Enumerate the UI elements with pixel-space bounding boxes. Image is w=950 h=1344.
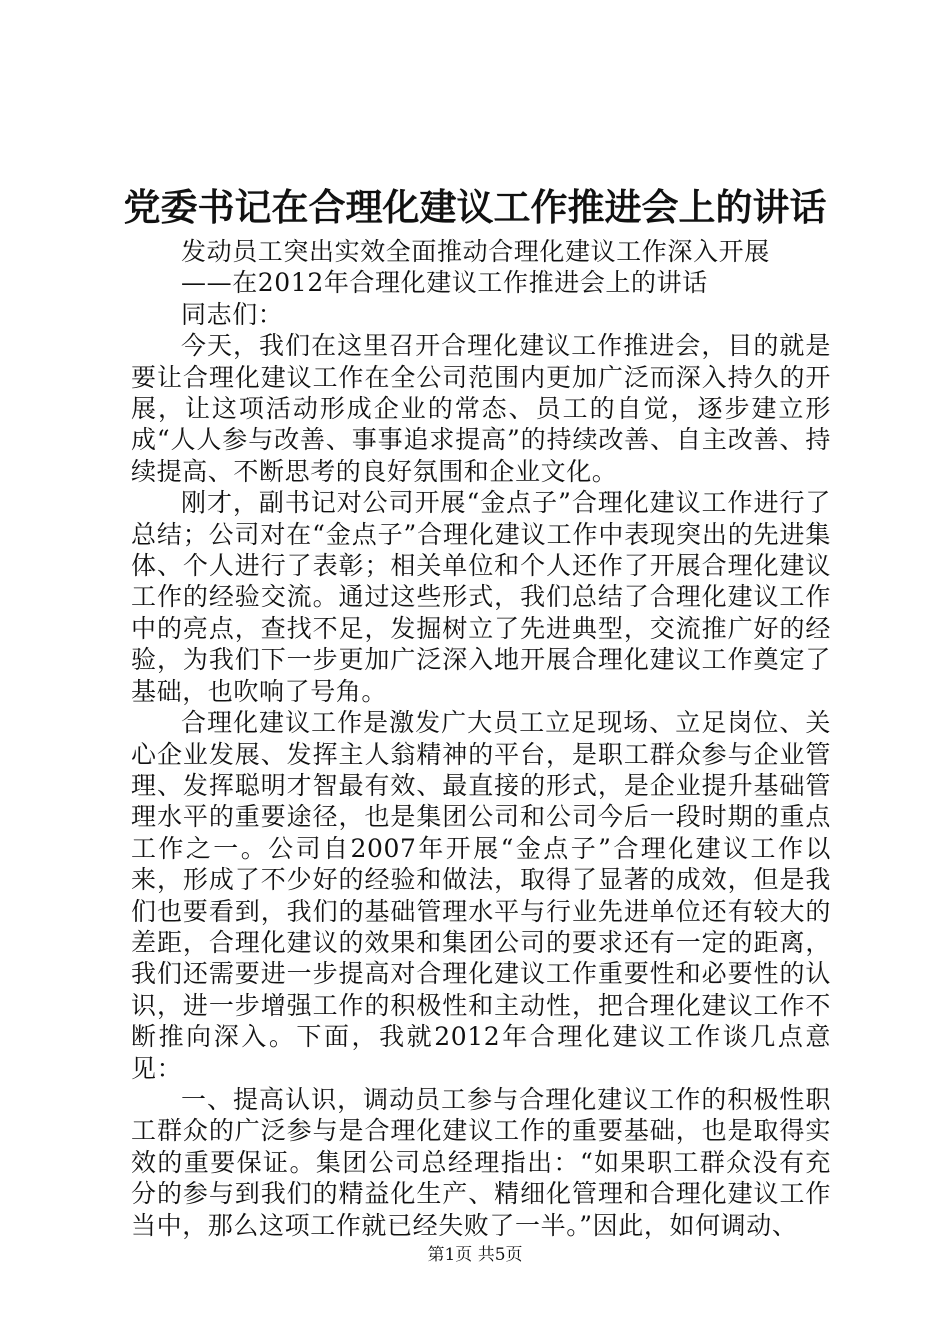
document-body (131, 236, 831, 1241)
page-number-footer: 第1页 共5页 (427, 1245, 523, 1265)
subtitle: 发动员工突出实效全面推动合理化建议工作深入开展 (181, 237, 770, 266)
salutation: 同志们： (181, 299, 284, 329)
paragraph-4: 一、提高认识，调动员工参与合理化建议工作的积极性职工群众的广泛参与是合理化建议工作的重要基础，也是取得实效的重要保证。集团公司总经理指出：“如果职工群众没有充分的参与到我们的精益化生产、精细化管理和合理化建议工作当中，那么这项工作就已经失败了一半。”因此，如何调动、 (131, 1084, 831, 1240)
paragraph-1: 今天，我们在这里召开合理化建议工作推进会，目的就是要让合理化建议工作在全公司范围内更加广泛而深入持久的开展，让这项活动形成企业的常态、员工的自觉，逐步建立形成“人人参与改善、事事追求提高”的持续改善、自主改善、持续提高、不断思考的良好氛围和企业文化。 (131, 331, 831, 486)
document-title: 党委书记在合理化建议工作推进会上的讲话 (123, 185, 827, 229)
subtitle-line-2: ——在2012年合理化建议工作推进会上的讲话 (181, 268, 708, 298)
paragraph-2: 刚才，副书记对公司开展“金点子”合理化建议工作进行了总结；公司对在“金点子”合理化建议工作中表现突出的先进集体、个人进行了表彰；相关单位和个人还作了开展合理化建议工作的经验交流。通过这些形式，我们总结了合理化建议工作中的亮点，查找不足，发掘树立了先进典型，交流推广好的经验，为我们下一步更加广泛深入地开展合理化建议工作奠定了基础，也吹响了号角。 (131, 488, 831, 706)
paragraph-3: 合理化建议工作是激发广大员工立足现场、立足岗位、关心企业发展、发挥主人翁精神的平台，是职工群众参与企业管理、发挥聪明才智最有效、最直接的形式，是企业提升基础管理水平的重要途径，也是集团公司和公司今后一段时期的重点工作之一。公司自2007年开展“金点子”合理化建议工作以来，形成了不少好的经验和做法，取得了显著的成效，但是我们也要看到，我们的基础管理水平与行业先进单位还有较大的差距，合理化建议的效果和集团公司的要求还有一定的距离，我们还需要进一步提高对合理化建议工作重要性和必要性的认识，进一步增强工作的积极性和主动性，把合理化建议工作不断推向深入。下面，我就2012年合理化建议工作谈几点意见： (131, 708, 831, 1083)
